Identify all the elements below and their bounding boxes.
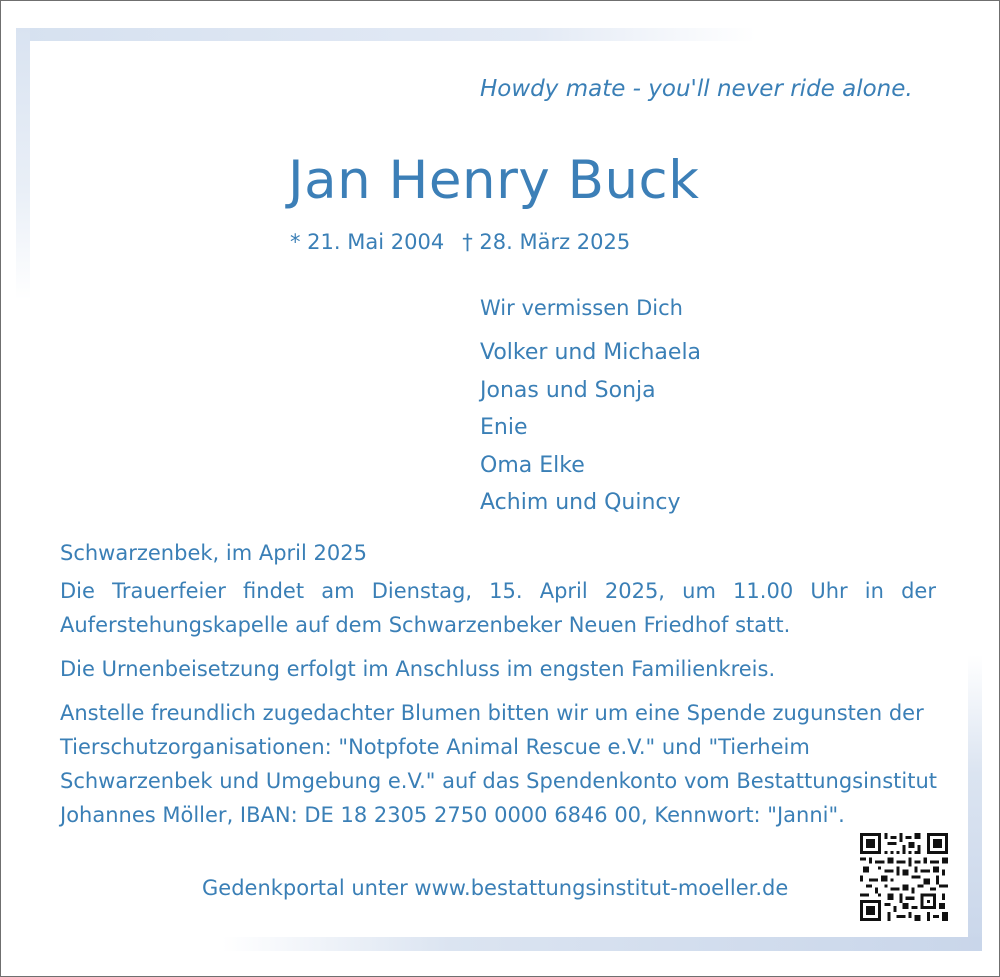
motto: Howdy mate - you'll never ride alone. bbox=[480, 76, 913, 102]
notice-body bbox=[60, 536, 936, 842]
life-dates bbox=[290, 230, 648, 254]
mourner-name: Jonas und Sonja bbox=[480, 377, 656, 403]
burial-paragraph: Die Urnenbeisetzung erfolgt im Anschluss im engsten Familienkreis. bbox=[60, 657, 776, 681]
decorative-bar-top bbox=[16, 28, 756, 41]
donation-paragraph: Anstelle freundlich zugedachter Blumen bitten wir um eine Spende zugunsten der Tierschutzorganisationen: "Notpfote Animal Rescue e.V." und "Tierheim Schwarzenbek und Umgebung e.V." auf das Spendenkonto vom Bestattungsinstitut Johannes Möller, IBAN: DE 18 2305 2750 0000 6846 00, Kennwort: "Janni". bbox=[60, 701, 938, 827]
mourners-intro: Wir vermissen Dich bbox=[480, 296, 683, 320]
mourner-name: Enie bbox=[480, 415, 528, 440]
mourners-block bbox=[480, 296, 701, 522]
mourner-name: Volker und Michaela bbox=[480, 340, 702, 365]
qr-code-icon[interactable] bbox=[860, 833, 948, 921]
death-date: † 28. März 2025 bbox=[462, 230, 631, 254]
mourner-name: Achim und Quincy bbox=[480, 490, 681, 515]
place-date: Schwarzenbek, im April 2025 bbox=[60, 541, 367, 565]
memorial-portal-link[interactable]: Gedenkportal unter www.bestattungsinstitut-moeller.de bbox=[202, 876, 789, 900]
decorative-bar-right bbox=[968, 655, 982, 951]
ceremony-paragraph: Die Trauerfeier findet am Dienstag, 15. April 2025, um 11.00 Uhr in der Auferstehungskapelle auf dem Schwarzenbeker Neuen Friedhof statt. bbox=[60, 579, 936, 637]
decorative-bar-left bbox=[16, 28, 30, 300]
deceased-name: Jan Henry Buck bbox=[288, 150, 700, 211]
birth-date: * 21. Mai 2004 bbox=[290, 230, 445, 254]
mourner-name: Oma Elke bbox=[480, 452, 585, 478]
decorative-bar-bottom bbox=[222, 937, 982, 951]
